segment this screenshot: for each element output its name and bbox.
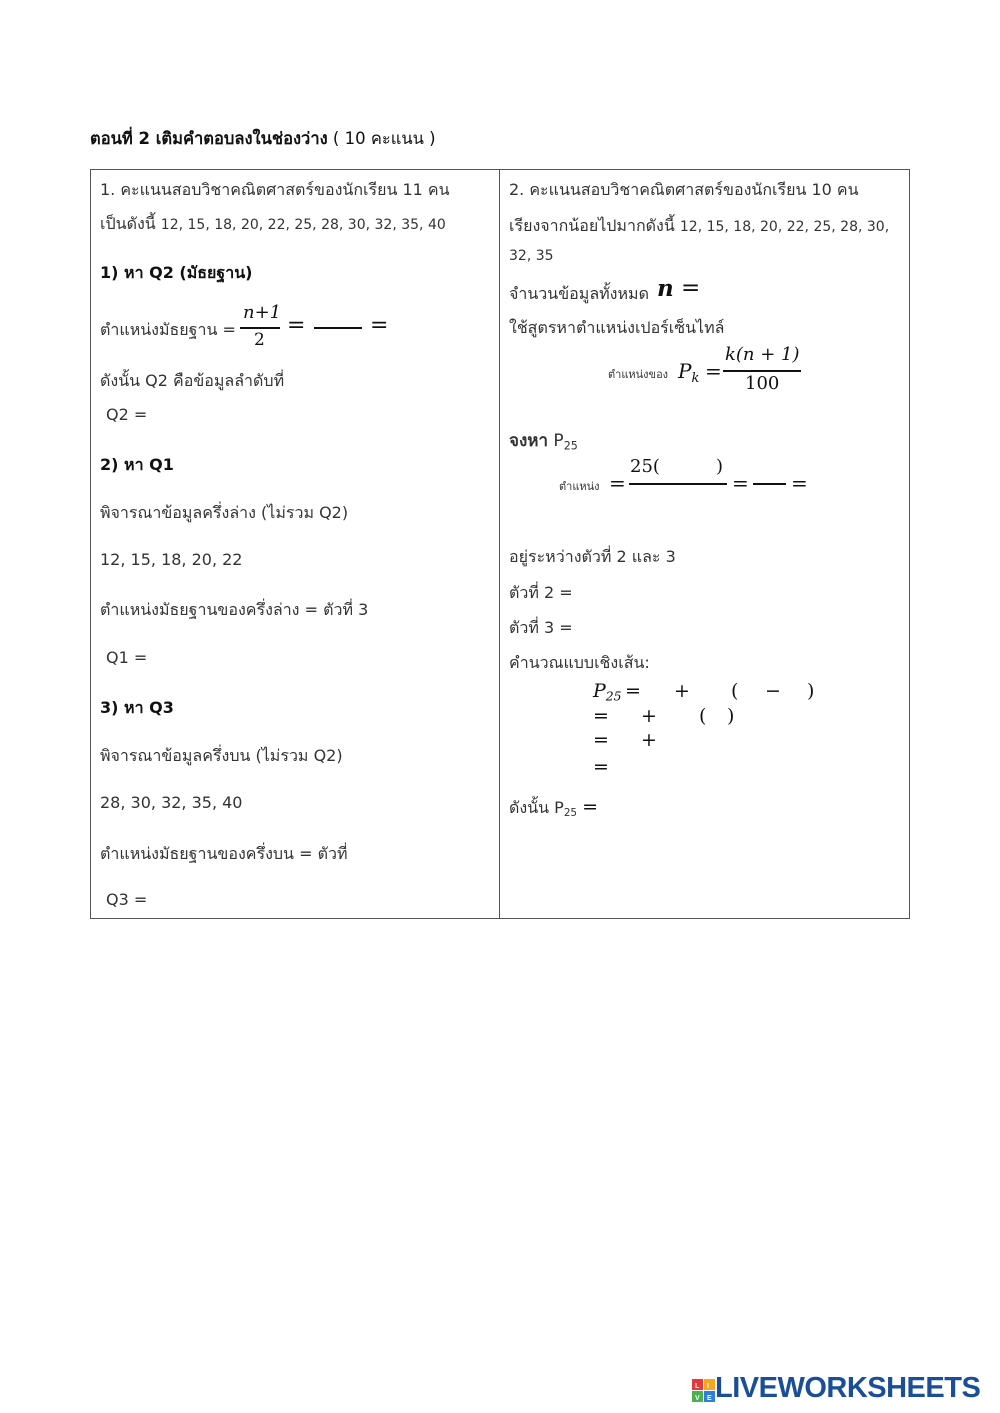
calc-row3-plus: + [641,729,657,751]
lower-half-text: พิจารณาข้อมูลครึ่งล่าง (ไม่รวม Q2) [100,503,349,522]
formula-equals: = [705,359,722,383]
column-divider [499,169,500,919]
problem2-prefix: เรียงจากน้อยไปมากดังนี้ [509,216,675,235]
q1-label: Q1 = [106,648,148,667]
calc-row1-minus: − [765,680,781,702]
between-text: อยู่ระหว่างตัวที่ 2 และ 3 [509,547,676,566]
lower-median-position: ตำแหน่งมัธยฐานของครึ่งล่าง = ตัวที่ 3 [100,600,369,619]
calc-row4-equals: = [593,756,609,778]
calc-p25 [593,680,622,702]
formula-p [678,359,700,386]
p25-fraction-bar [629,483,727,485]
find-p-letter: P [553,431,564,451]
median-fraction-bar [240,327,280,329]
calc-p-letter: P [593,680,606,702]
problem2-data-b: 32, 35 [509,248,554,264]
logo-text: LIVEWORKSHEETS [715,1372,981,1404]
calc-row1-close: ) [807,680,815,702]
problem1-line1: 1. คะแนนสอบวิชาคณิตศาสตร์ของนักเรียน 11 คน [100,180,450,199]
find-p25 [509,427,578,454]
p25-numerator-left: 25( [630,456,660,477]
section-title: ตอนที่ 2 เติมคำตอบลงในช่องว่าง [90,129,328,148]
formula-denominator: 100 [745,373,780,394]
formula-numerator: k(n + 1) [725,344,800,365]
formula-position-label: ตำแหน่งของ [608,368,669,381]
item3-label: ตัวที่ 3 = [509,618,573,637]
formula-fraction-bar [723,370,801,372]
calc-p-sub: 25 [605,689,622,704]
problem1-line2 [100,212,446,237]
liveworksheets-logo [692,1372,988,1406]
n-label: จำนวนข้อมูลทั้งหมด [509,284,649,303]
p25-position-label: ตำแหน่ง [559,480,600,493]
calc-row2-open: ( [699,705,707,727]
step2-title: 2) หา Q1 [100,455,174,474]
svg-text:I: I [707,1383,709,1390]
calc-row1-plus: + [674,680,690,702]
calc-row2-plus: + [641,705,657,727]
median-equals-2: = [370,313,389,338]
median-numerator: n+1 [243,302,282,323]
section-score: ( 10 คะแนน ) [332,129,436,148]
problem1-data: 12, 15, 18, 20, 22, 25, 28, 30, 32, 35, 40 [160,217,446,233]
conclusion-equals: = [582,796,599,818]
conclusion-prefix: ดังนั้น P [509,798,564,817]
find-bold: จงหา [509,431,549,451]
p25-equals-1: = [609,471,626,495]
svg-text:L: L [695,1383,700,1390]
q3-label: Q3 = [106,890,148,909]
conclusion-sub: 25 [563,807,578,820]
conclusion [509,796,598,821]
svg-text:E: E [707,1395,712,1402]
n-equals: = [681,275,701,301]
calc-row3-equals: = [593,729,609,751]
section-heading [90,126,436,152]
linear-calc-label: คำนวณแบบเชิงเส้น: [509,653,650,672]
upper-half-text: พิจารณาข้อมูลครึ่งบน (ไม่รวม Q2) [100,746,343,765]
q2-order-text: ดังนั้น Q2 คือข้อมูลลำดับที่ [100,371,285,390]
calc-row2-close: ) [727,705,735,727]
lower-half-data: 12, 15, 18, 20, 22 [100,550,243,569]
p25-numerator-right: ) [716,456,724,477]
calc-row1-open: ( [731,680,739,702]
calc-row2-equals: = [593,705,609,727]
formula-k-sub: k [691,370,700,386]
step3-title: 3) หา Q3 [100,698,174,717]
median-answer-blank [314,327,362,329]
p25-answer-blank [753,483,786,485]
problem2-line2 [509,214,889,239]
step1-title: 1) หา Q2 (มัธยฐาน) [100,263,253,282]
find-p-sub: 25 [563,439,578,453]
q2-label: Q2 = [106,405,148,424]
median-position-label: ตำแหน่งมัธยฐาน = [100,320,236,339]
upper-median-position: ตำแหน่งมัธยฐานของครึ่งบน = ตัวที่ [100,844,348,863]
problem1-prefix: เป็นดังนี้ [100,214,156,233]
svg-text:V: V [695,1395,700,1402]
formula-p-letter: P [678,359,692,383]
problem2-data-a: 12, 15, 18, 20, 22, 25, 28, 30, [679,219,890,235]
formula-intro: ใช้สูตรหาตำแหน่งเปอร์เซ็นไทล์ [509,318,725,337]
item2-label: ตัวที่ 2 = [509,583,573,602]
calc-row1-equals: = [625,680,641,702]
median-equals-1: = [287,313,306,338]
p25-equals-3: = [791,471,808,495]
p25-equals-2: = [732,471,749,495]
logo-mark-icon [692,1379,716,1403]
problem2-line1: 2. คะแนนสอบวิชาคณิตศาสตร์ของนักเรียน 10 คน [509,180,859,199]
upper-half-data: 28, 30, 32, 35, 40 [100,793,243,812]
n-variable: n [657,275,674,302]
median-denominator: 2 [254,330,265,350]
